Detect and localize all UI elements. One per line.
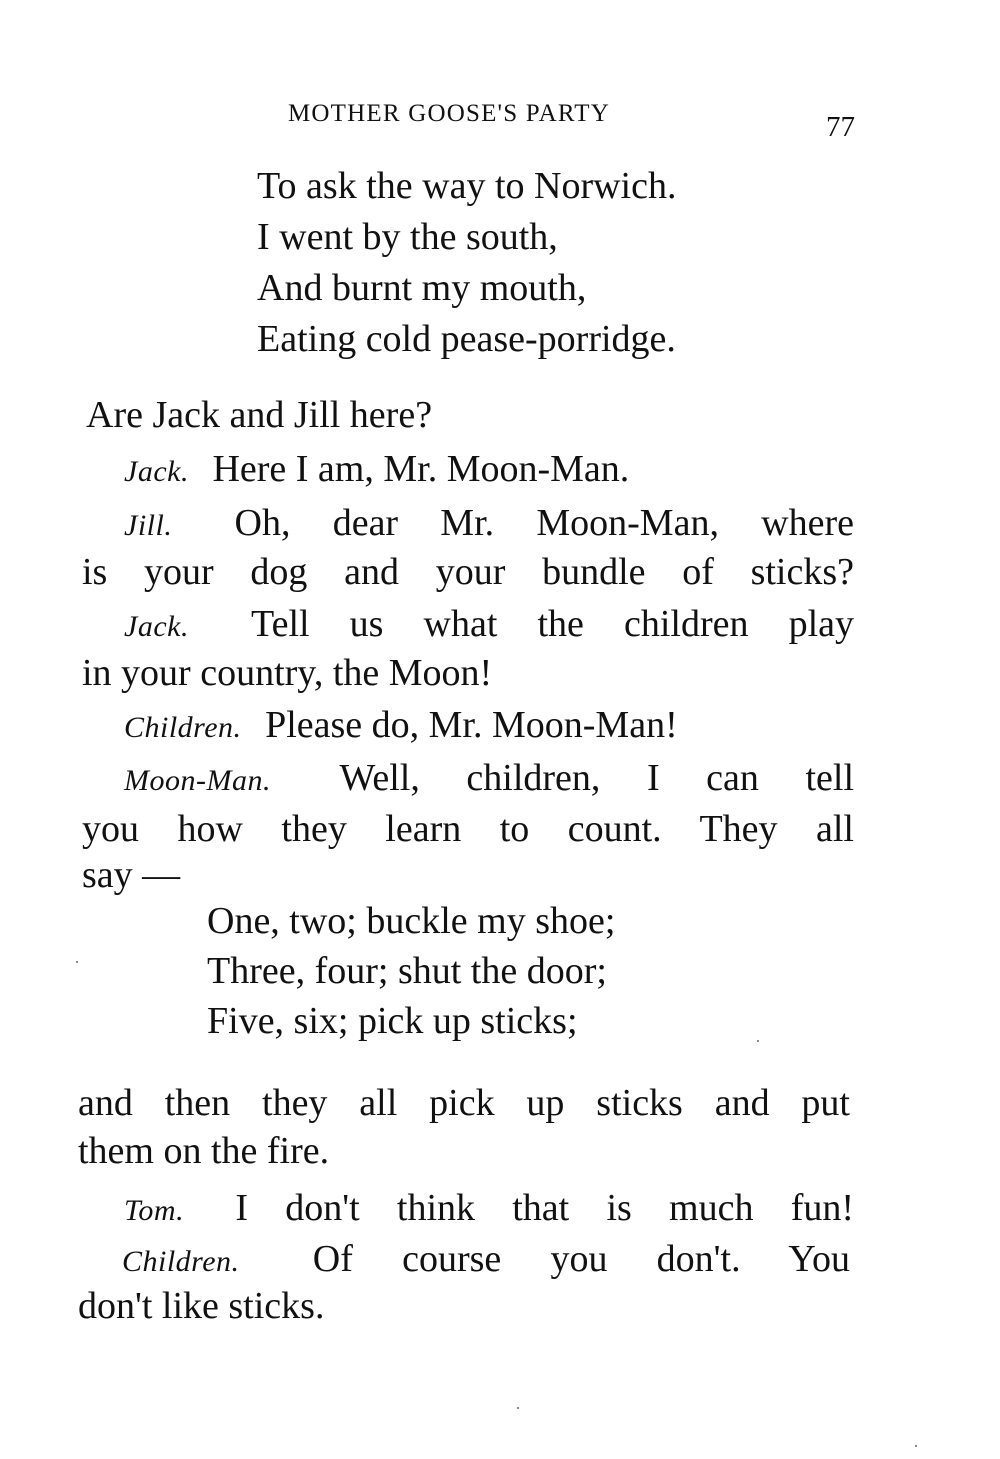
speaker-tom: Tom. (124, 1194, 185, 1227)
running-title: MOTHER GOOSE'S PARTY (288, 100, 610, 127)
jack-text: Tell us what the children play (251, 603, 855, 645)
children-text: Of course you don't. You (312, 1238, 851, 1280)
speaker-moon-man: Moon-Man. (124, 764, 271, 797)
verse-line: And burnt my mouth, (257, 267, 587, 309)
tom-text: I don't think that is much fun! (235, 1187, 855, 1229)
dialogue-line-children (124, 702, 678, 751)
dialogue-line-moon-man (124, 755, 854, 804)
speaker-jill: Jill. (124, 509, 173, 542)
paragraph-line: you how they learn to count. They all (82, 808, 854, 850)
paragraph-line: is your dog and your bundle of sticks? (82, 551, 854, 593)
scan-speck (757, 1040, 759, 1042)
page-number: 77 (826, 111, 855, 143)
children-text: Please do, Mr. Moon-Man! (265, 704, 678, 746)
dialogue-line-tom (124, 1185, 854, 1234)
paragraph-line: in your country, the Moon! (82, 652, 493, 694)
verse-line: Three, four; shut the door; (207, 950, 607, 992)
verse-line: I went by the south, (257, 216, 558, 258)
dialogue-line-jill (124, 500, 854, 549)
speaker-children: Children. (122, 1245, 240, 1278)
dialogue-line-jack-2 (124, 601, 854, 650)
jill-text: Oh, dear Mr. Moon-Man, where (234, 502, 854, 544)
speaker-jack: Jack. (124, 455, 189, 488)
dialogue-line-jack (124, 446, 629, 495)
speaker-children: Children. (124, 711, 242, 744)
jack-text: Here I am, Mr. Moon-Man. (212, 448, 630, 490)
paragraph-line: don't like sticks. (78, 1285, 325, 1327)
speaker-jack: Jack. (124, 610, 189, 643)
dialogue-line-children-2 (122, 1236, 850, 1285)
question-line: Are Jack and Jill here? (86, 394, 433, 436)
verse-line: Five, six; pick up sticks; (207, 1000, 578, 1042)
moon-man-text: Well, children, I can tell (339, 757, 855, 799)
paragraph-line: them on the fire. (78, 1130, 330, 1172)
scan-speck (517, 1407, 519, 1409)
scan-speck (915, 1445, 917, 1447)
paragraph-line: say — (82, 854, 181, 896)
paragraph-line: and then they all pick up sticks and put (78, 1082, 850, 1124)
verse-line: To ask the way to Norwich. (257, 165, 677, 207)
verse-line: Eating cold pease-porridge. (257, 318, 676, 360)
scan-speck (76, 961, 78, 963)
verse-line: One, two; buckle my shoe; (207, 900, 616, 942)
